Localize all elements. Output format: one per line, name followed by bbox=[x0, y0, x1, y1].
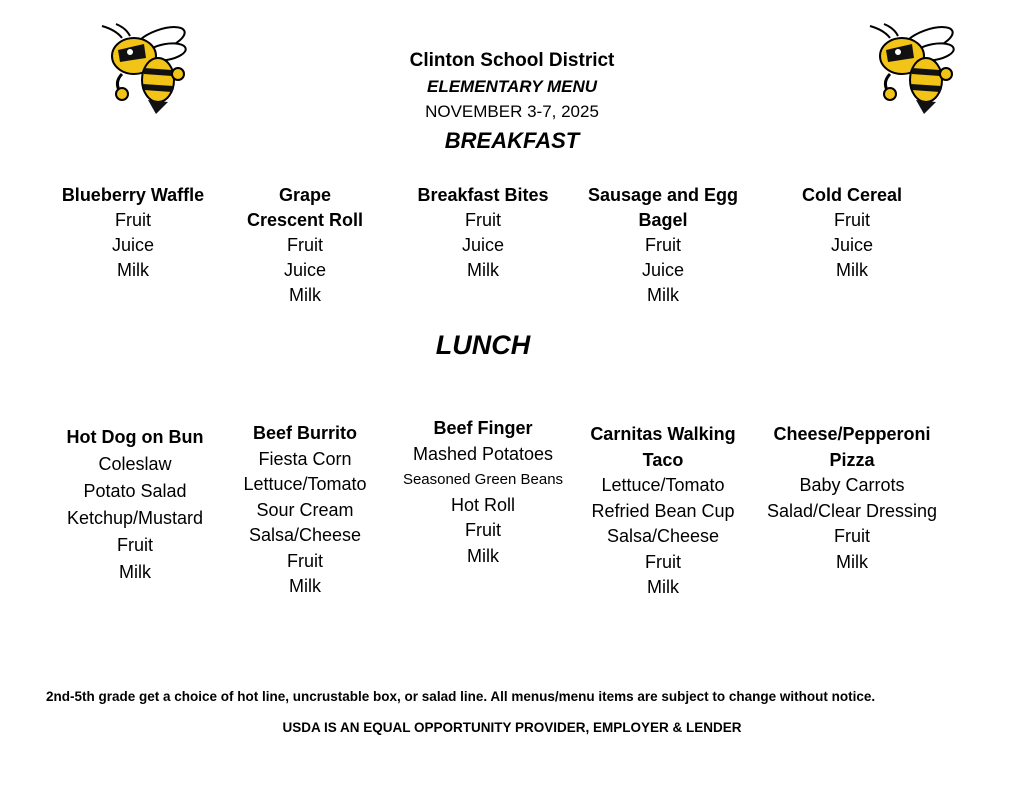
breakfast-main-item: Crescent Roll bbox=[246, 210, 364, 230]
breakfast-day-2 bbox=[210, 183, 400, 308]
lunch-side-item: Ketchup/Mustard bbox=[66, 508, 204, 528]
breakfast-side-item: Milk bbox=[289, 285, 321, 305]
lunch-main-item: Hot Dog on Bun bbox=[66, 427, 204, 447]
breakfast-side-item: Milk bbox=[467, 260, 499, 280]
lunch-main-item: Taco bbox=[642, 449, 684, 470]
breakfast-side-item: Juice bbox=[111, 235, 155, 255]
lunch-side-item: Milk bbox=[836, 551, 868, 572]
breakfast-side-item: Milk bbox=[117, 260, 149, 280]
menu-dates: NOVEMBER 3-7, 2025 bbox=[425, 102, 599, 121]
breakfast-side-item: Milk bbox=[836, 260, 868, 280]
breakfast-main-item: Breakfast Bites bbox=[417, 185, 549, 205]
lunch-side-item: Fruit bbox=[287, 550, 323, 571]
lunch-main-item: Cheese/Pepperoni bbox=[773, 424, 931, 444]
lunch-side-item: Coleslaw bbox=[98, 454, 172, 474]
breakfast-side-item: Fruit bbox=[115, 210, 151, 230]
lunch-main-item: Carnitas Walking bbox=[590, 424, 736, 444]
lunch-main-item: Beef Burrito bbox=[252, 423, 357, 443]
breakfast-main-item: Grape bbox=[278, 185, 332, 205]
lunch-side-item: Lettuce/Tomato bbox=[601, 475, 725, 495]
lunch-side-item: Seasoned Green Beans bbox=[402, 471, 564, 488]
lunch-side-item: Milk bbox=[289, 576, 321, 596]
lunch-side-item: Hot Roll bbox=[450, 494, 516, 515]
menu-subtitle: ELEMENTARY MENU bbox=[426, 77, 598, 96]
lunch-side-item: Fruit bbox=[465, 520, 501, 540]
lunch-side-item: Baby Carrots bbox=[799, 475, 905, 495]
lunch-side-item: Potato Salad bbox=[83, 481, 187, 501]
breakfast-day-1 bbox=[38, 183, 228, 283]
lunch-side-item: Sour Cream bbox=[256, 499, 354, 520]
lunch-side-item: Milk bbox=[119, 562, 151, 582]
grade-choice-note: 2nd-5th grade get a choice of hot line, uncrustable box, or salad line. All menus/menu items are subject to change without notice. bbox=[46, 689, 876, 704]
breakfast-side-item: Fruit bbox=[834, 210, 870, 230]
lunch-side-item: Milk bbox=[647, 577, 679, 597]
breakfast-main-item: Cold Cereal bbox=[801, 185, 903, 205]
district-name: Clinton School District bbox=[409, 50, 615, 71]
lunch-day-1 bbox=[40, 424, 230, 586]
breakfast-main-item: Bagel bbox=[638, 210, 688, 230]
lunch-side-item: Fruit bbox=[117, 535, 153, 555]
breakfast-side-item: Fruit bbox=[287, 235, 323, 255]
lunch-side-item: Salsa/Cheese bbox=[606, 526, 720, 546]
breakfast-side-item: Juice bbox=[461, 235, 505, 255]
breakfast-day-4 bbox=[568, 183, 758, 308]
breakfast-side-item: Fruit bbox=[645, 235, 681, 255]
breakfast-day-5 bbox=[757, 183, 947, 283]
breakfast-day-3 bbox=[388, 183, 578, 283]
lunch-day-3 bbox=[388, 416, 578, 569]
lunch-side-item: Refried Bean Cup bbox=[591, 500, 735, 521]
breakfast-side-item: Juice bbox=[641, 260, 685, 280]
breakfast-side-item: Juice bbox=[283, 260, 327, 280]
lunch-side-item: Mashed Potatoes bbox=[412, 443, 554, 464]
lunch-main-item: Pizza bbox=[829, 449, 875, 470]
usda-statement: USDA IS AN EQUAL OPPORTUNITY PROVIDER, EMPLOYER & LENDER bbox=[282, 720, 742, 735]
breakfast-side-item: Milk bbox=[647, 285, 679, 305]
breakfast-main-item: Sausage and Egg bbox=[587, 185, 739, 205]
breakfast-main-item: Blueberry Waffle bbox=[61, 185, 205, 205]
breakfast-side-item: Fruit bbox=[465, 210, 501, 230]
lunch-day-4 bbox=[568, 422, 758, 601]
lunch-main-item: Beef Finger bbox=[433, 418, 533, 438]
lunch-side-item: Salad/Clear Dressing bbox=[766, 500, 938, 521]
breakfast-heading: BREAKFAST bbox=[444, 128, 580, 153]
lunch-side-item: Milk bbox=[467, 545, 499, 566]
lunch-side-item: Fiesta Corn bbox=[258, 448, 352, 469]
lunch-day-5 bbox=[757, 422, 947, 575]
lunch-side-item: Salsa/Cheese bbox=[248, 525, 362, 545]
breakfast-side-item: Juice bbox=[830, 235, 874, 255]
lunch-day-2 bbox=[210, 421, 400, 600]
lunch-side-item: Lettuce/Tomato bbox=[243, 474, 367, 494]
lunch-heading: LUNCH bbox=[435, 330, 531, 360]
lunch-side-item: Fruit bbox=[834, 526, 870, 546]
lunch-side-item: Fruit bbox=[645, 551, 681, 572]
